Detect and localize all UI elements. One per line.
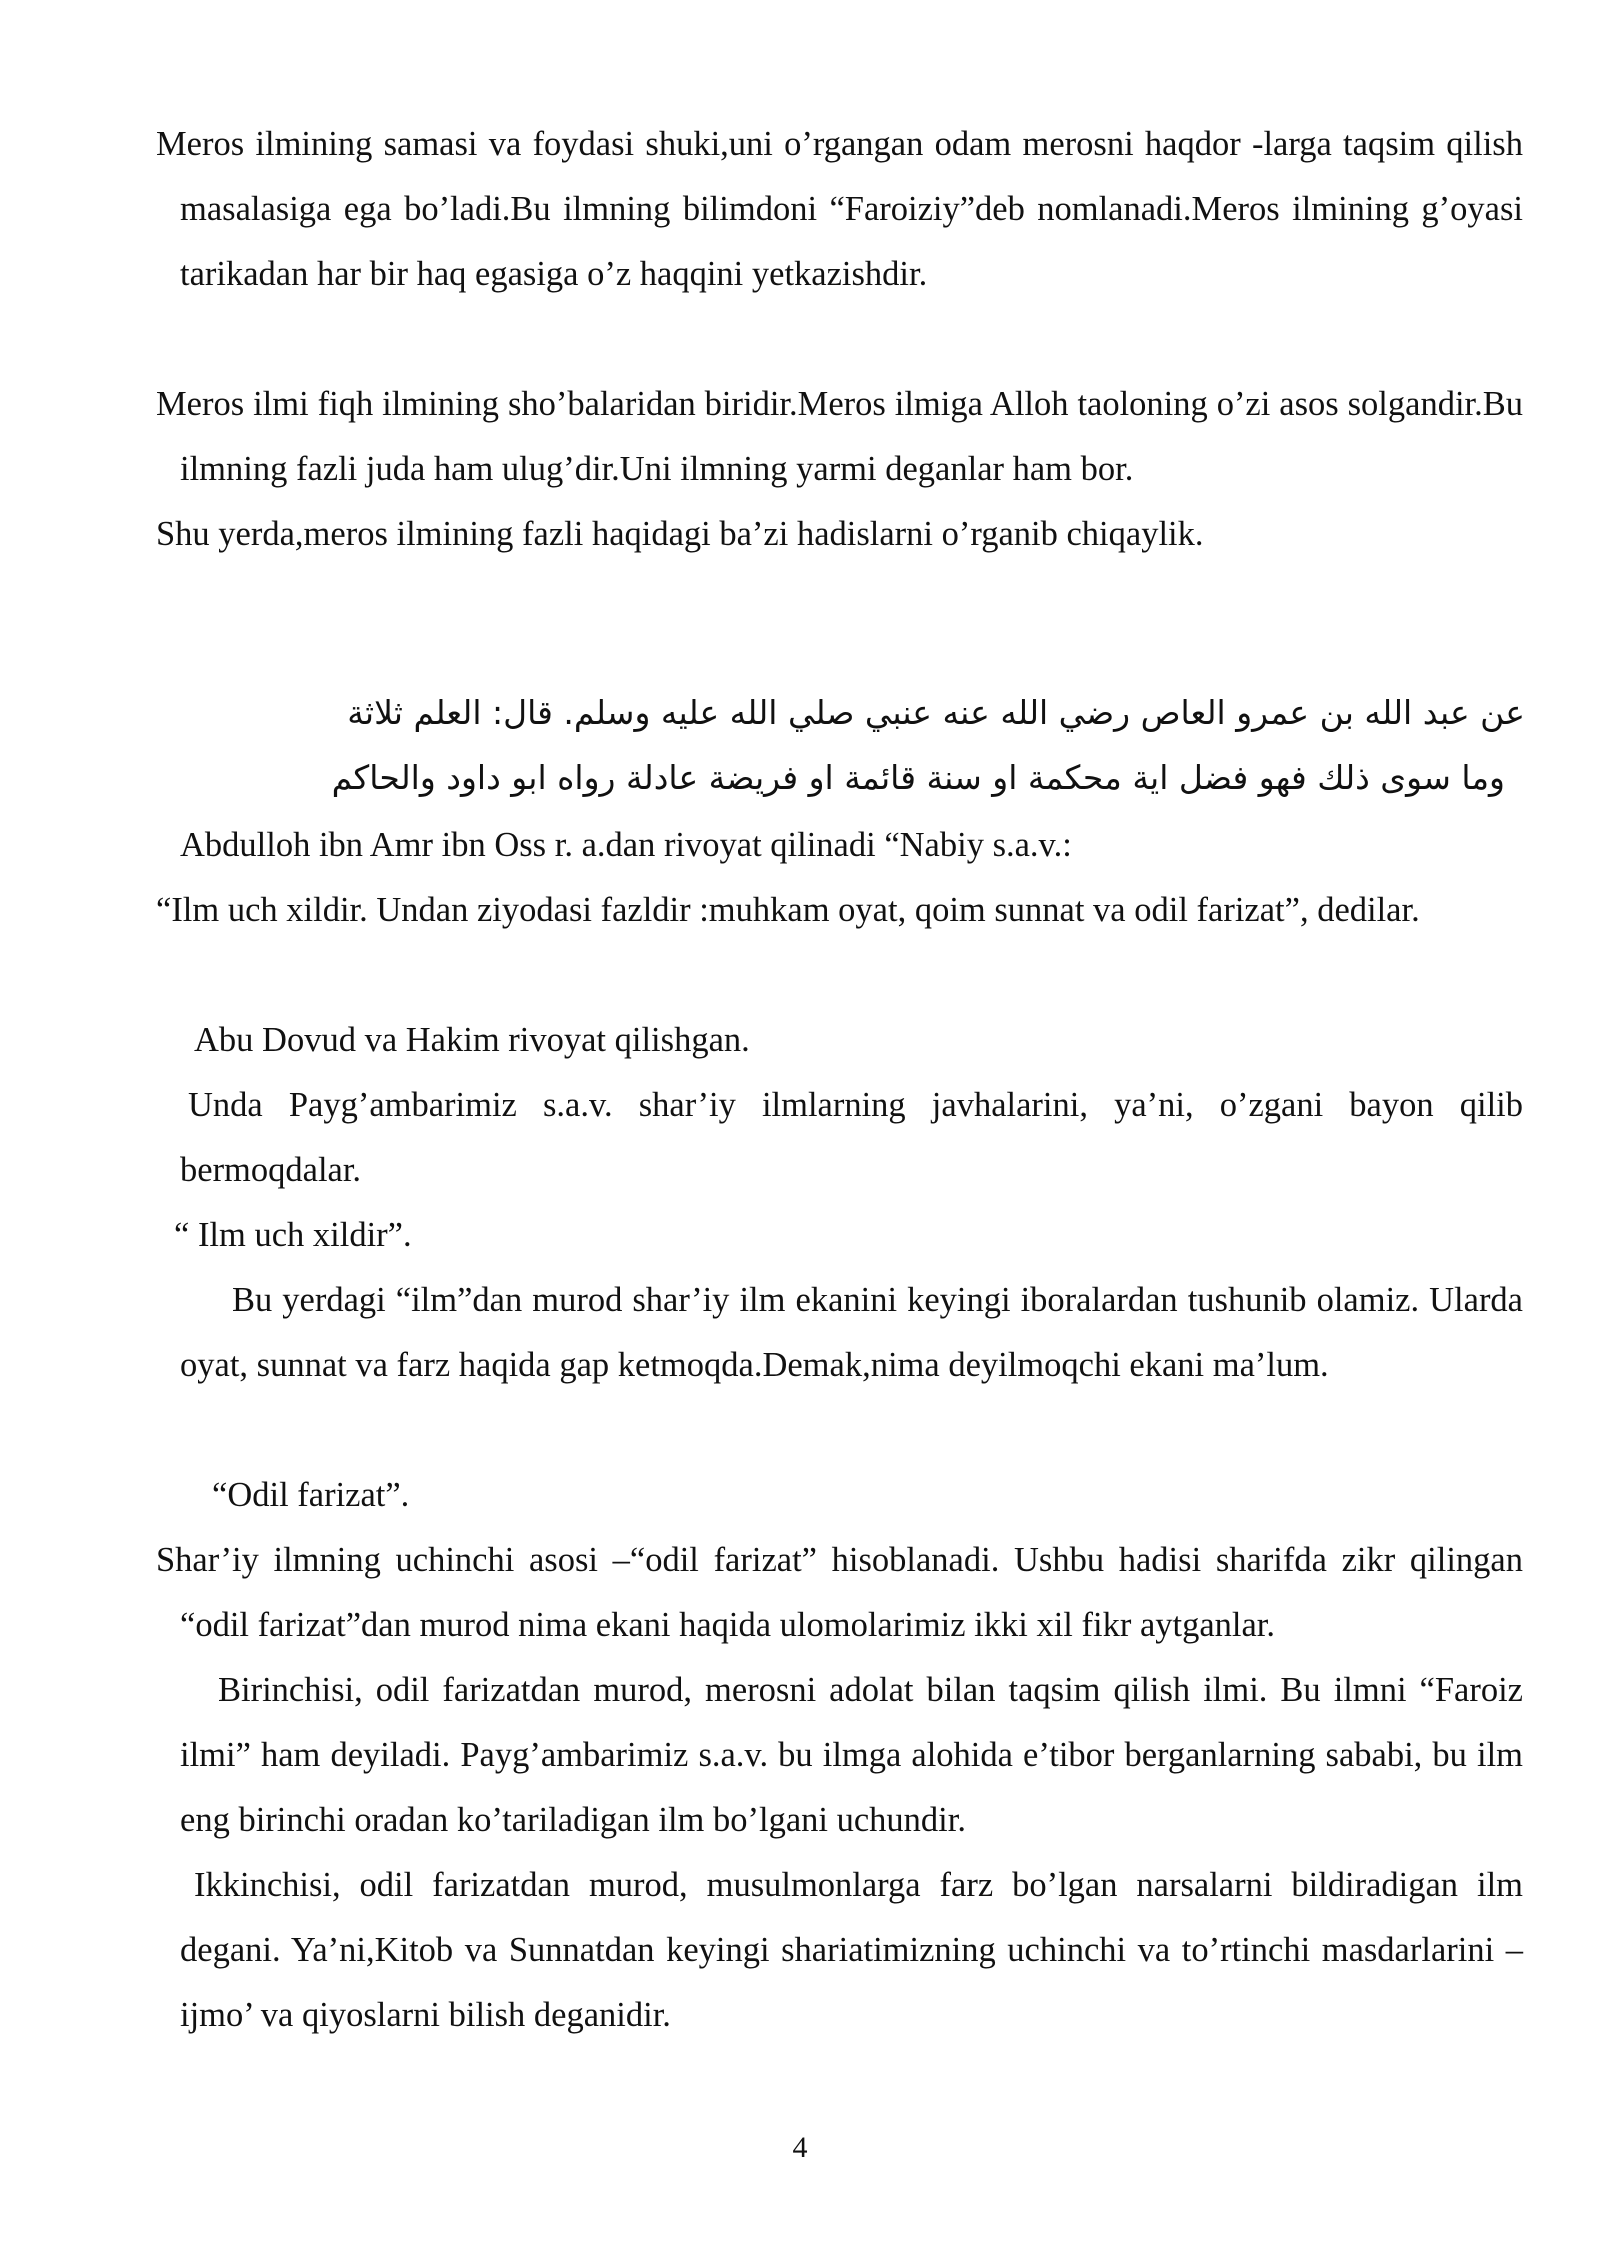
paragraph-ikkinchisi: Ikkinchisi, odil farizatdan murod, musulmonlarga farz bo’lgan narsalarni bildiradigan ilm degani. Ya’ni,Kitob va Sunnatdan keyingi shariatimizning uchinchi va to’rtinchi masdarlarini –ijmo’ va qiyoslarni bilish deganidir. [180, 1866, 1523, 2034]
paragraph-ilm-uch-xil-quote: “Ilm uch xildir. Undan ziyodasi fazldir :muhkam oyat, qoim sunnat va odil farizat”, dedilar. [156, 891, 1420, 929]
arabic-hadith-line-1: عن عبد الله بن عمرو العاص رضي الله عنه عنبي صلي الله عليه وسلم. قال: العلم ثلاثة [347, 693, 1525, 732]
arabic-hadith-line-2: وما سوى ذلك فهو فضل اية محكمة او سنة قائمة او فريضة عادلة رواه ابو داود والحاكم [331, 758, 1505, 797]
paragraph-payg-ambarimiz: Unda Payg’ambarimiz s.a.v. shar’iy ilmlarning javhalarini, ya’ni, o’zgani bayon qilib bermoqdalar. [180, 1086, 1523, 1189]
paragraph-rivoyat: Abdulloh ibn Amr ibn Oss r. a.dan rivoyat qilinadi “Nabiy s.a.v.: [180, 826, 1072, 864]
paragraph-meros-fiqh: Meros ilmi fiqh ilmining sho’balaridan biridir.Meros ilmiga Alloh taoloning o’zi asos solgandir.Bu ilmning fazli juda ham ulug’dir.Uni ilmning yarmi deganlar ham bor. [156, 385, 1523, 488]
paragraph-ilm-uch-xildir: “ Ilm uch xildir”. [174, 1216, 412, 1254]
paragraph-meros-samasi: Meros ilmining samasi va foydasi shuki,uni o’rgangan odam merosni haqdor -larga taqsim qilish masalasiga ega bo’ladi.Bu ilmning bilimdoni “Faroiziy”deb nomlanadi.Meros ilmining g’oyasi tarikadan har bir haq egasiga o’z haqqini yetkazishdir. [156, 125, 1523, 293]
paragraph-hadislar-intro: Shu yerda,meros ilmining fazli haqidagi ba’zi hadislarni o’rganib chiqaylik. [156, 515, 1204, 553]
paragraph-uchinchi-asos: Shar’iy ilmning uchinchi asosi –“odil farizat” hisoblanadi. Ushbu hadisi sharifda zikr qilingan “odil farizat”dan murod nima ekani haqida ulomolarimiz ikki xil fikr aytganlar. [156, 1541, 1523, 1644]
paragraph-odil-farizat: “Odil farizat”. [212, 1476, 410, 1514]
paragraph-bu-yerdagi-ilm: Bu yerdagi “ilm”dan murod shar’iy ilm ekanini keyingi iboralardan tushunib olamiz. Ularda oyat, sunnat va farz haqida gap ketmoqda.Demak,nima deyilmoqchi ekani ma’lum. [180, 1281, 1523, 1384]
paragraph-birinchisi: Birinchisi, odil farizatdan murod, merosni adolat bilan taqsim qilish ilmi. Bu ilmni “Faroiz ilmi” ham deyiladi. Payg’ambarimiz s.a.v. bu ilmga alohida e’tibor berganlarning sababi, bu ilm eng birinchi oradan ko’tariladigan ilm bo’lgani uchundir. [180, 1671, 1523, 1839]
paragraph-abu-dovud: Abu Dovud va Hakim rivoyat qilishgan. [194, 1021, 750, 1059]
page-number: 4 [792, 2131, 808, 2164]
